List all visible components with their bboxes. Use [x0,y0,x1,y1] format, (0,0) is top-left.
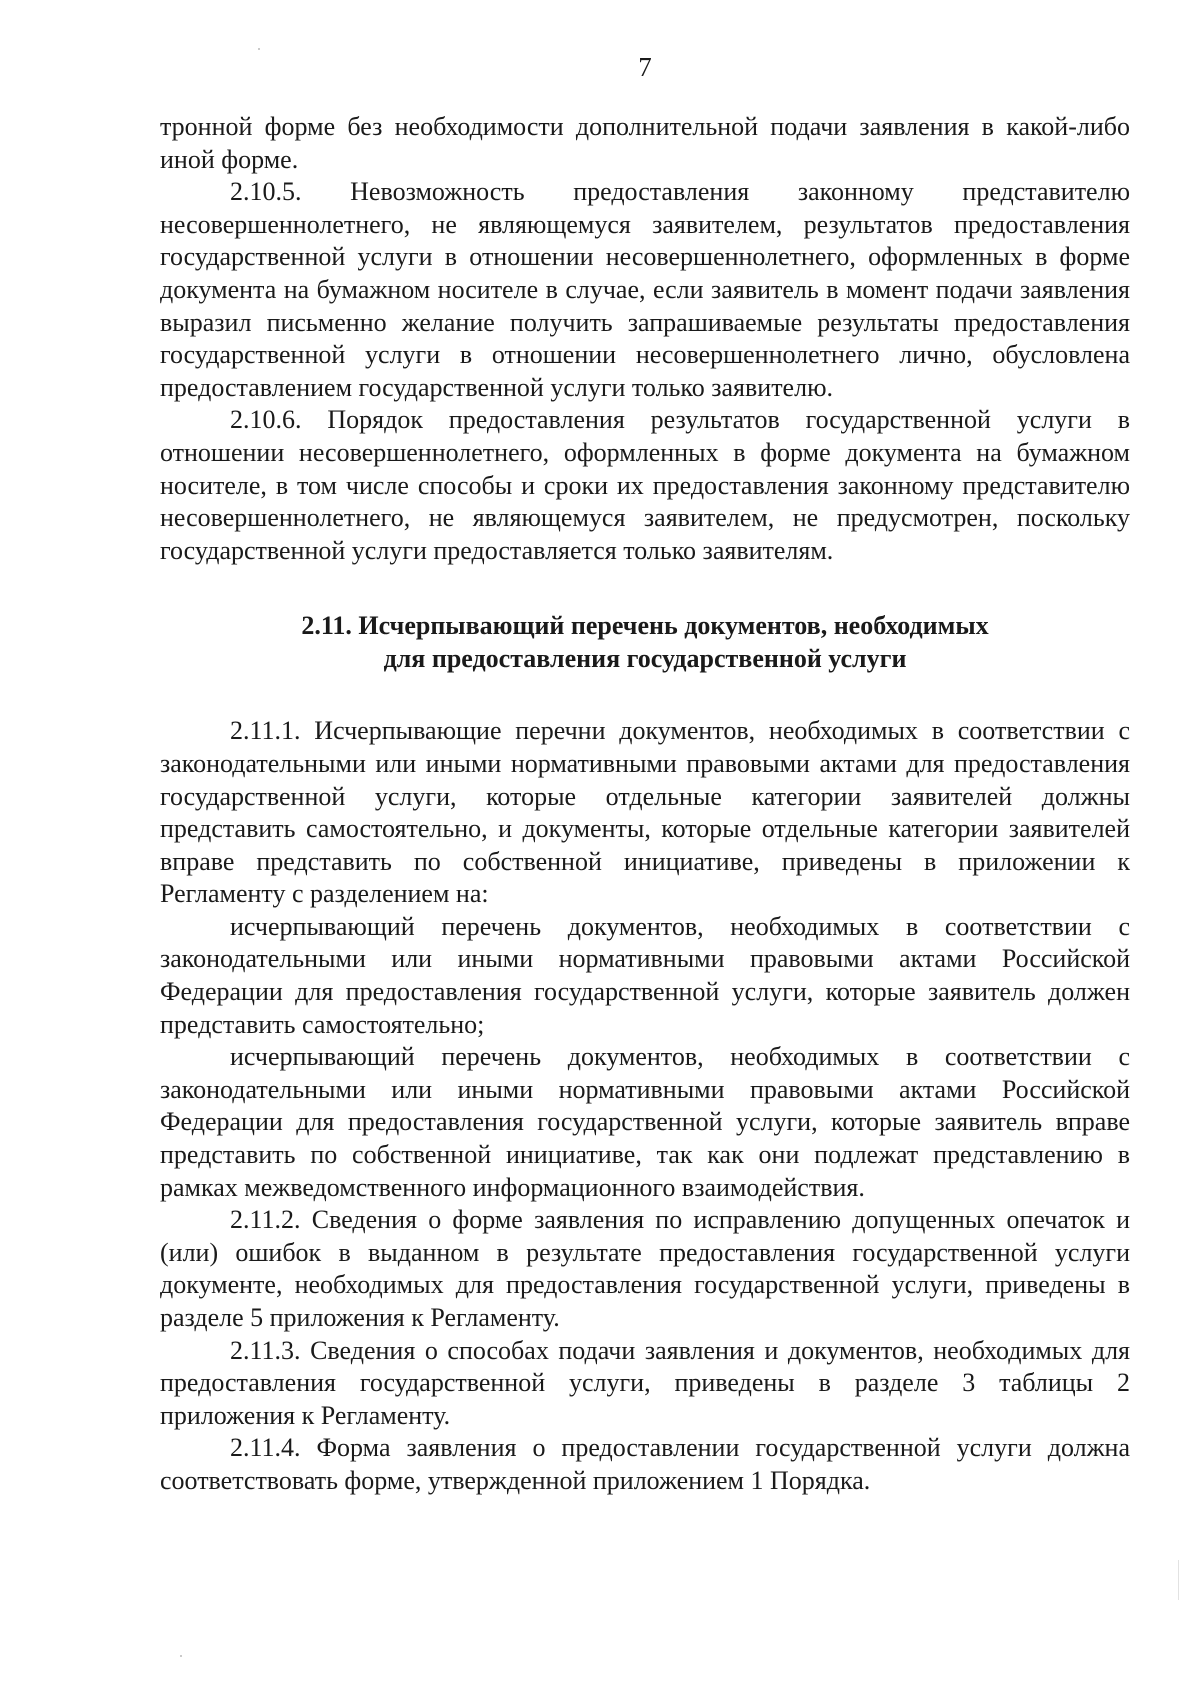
list-item: исчерпывающий перечень документов, необходимых в соответствии с законодательными или иными нормативными правовыми актами Российской Федерации для предоставления государственной услуги, которые заявитель должен представить самостоятельно; [160,911,1130,1039]
paragraph-2-11-1: 2.11.1. Исчерпывающие перечни документов, необходимых в соответствии с законодательными или иными нормативными правовыми актами для предоставления государственной услуги, которые отдельные категории заявителей должны представить самостоятельно, и документы, которые отдельные категории заявителей вправе представить по собственной инициативе, приведены в приложении к Регламенту с разделением на: [160,716,1130,909]
list-item: исчерпывающий перечень документов, необходимых в соответствии с законодательными или иными нормативными правовыми актами Российской Федерации для предоставления государственной услуги, которые заявитель вправе представить по собственной инициативе, так как они подлежат представлению в рамках межведомственного информационного взаимодействия. [160,1042,1130,1202]
paragraph-2-11-2: 2.11.2. Сведения о форме заявления по исправлению допущенных опечаток и (или) ошибок в выданном в результате предоставления государственной услуги документе, необходимых для предоставления государственной услуги, приведены в разделе 5 приложения к Регламенту. [160,1205,1130,1332]
section-heading [160,609,1130,675]
section-heading-line-1: 2.11. Исчерпывающий перечень документов, необходимых [301,611,989,641]
paragraph-2-10-6: 2.10.6. Порядок предоставления результатов государственной услуги в отношении несовершеннолетнего, оформленных в форме документа на бумажном носителе, в том числе способы и сроки их предоставления законному представителю несовершеннолетнего, не являющемуся заявителем, не предусмотрен, поскольку государственной услуги предоставляется только заявителям. [160,405,1130,565]
section-heading-line-2: для предоставления государственной услуги [383,644,907,674]
paragraph-2-10-5: 2.10.5. Невозможность предоставления законному представителю несовершеннолетнего, не являющемуся заявителем, результатов предоставления государственной услуги в отношении несовершеннолетнего, оформленных в форме документа на бумажном носителе в случае, если заявитель в момент подачи заявления выразил письменно желание получить запрашиваемые результаты предоставления государственной услуги в отношении несовершеннолетнего лично, обусловлена предоставлением государственной услуги только заявителю. [160,177,1130,402]
scan-speck [1178,1560,1179,1600]
paragraph-2-11-4: 2.11.4. Форма заявления о предоставлении государственной услуги должна соответствовать форме, утвержденной приложением 1 Порядка. [160,1433,1130,1495]
page-number: 7 [638,52,652,82]
paragraph: тронной форме без необходимости дополнительной подачи заявления в какой-либо иной форме. [160,112,1130,174]
scan-speck [180,1655,182,1657]
scan-speck [258,48,260,50]
paragraph-2-11-3: 2.11.3. Сведения о способах подачи заявления и документов, необходимых для предоставления государственной услуги, приведены в разделе 3 таблицы 2 приложения к Регламенту. [160,1335,1130,1430]
document-body [160,111,1130,1498]
